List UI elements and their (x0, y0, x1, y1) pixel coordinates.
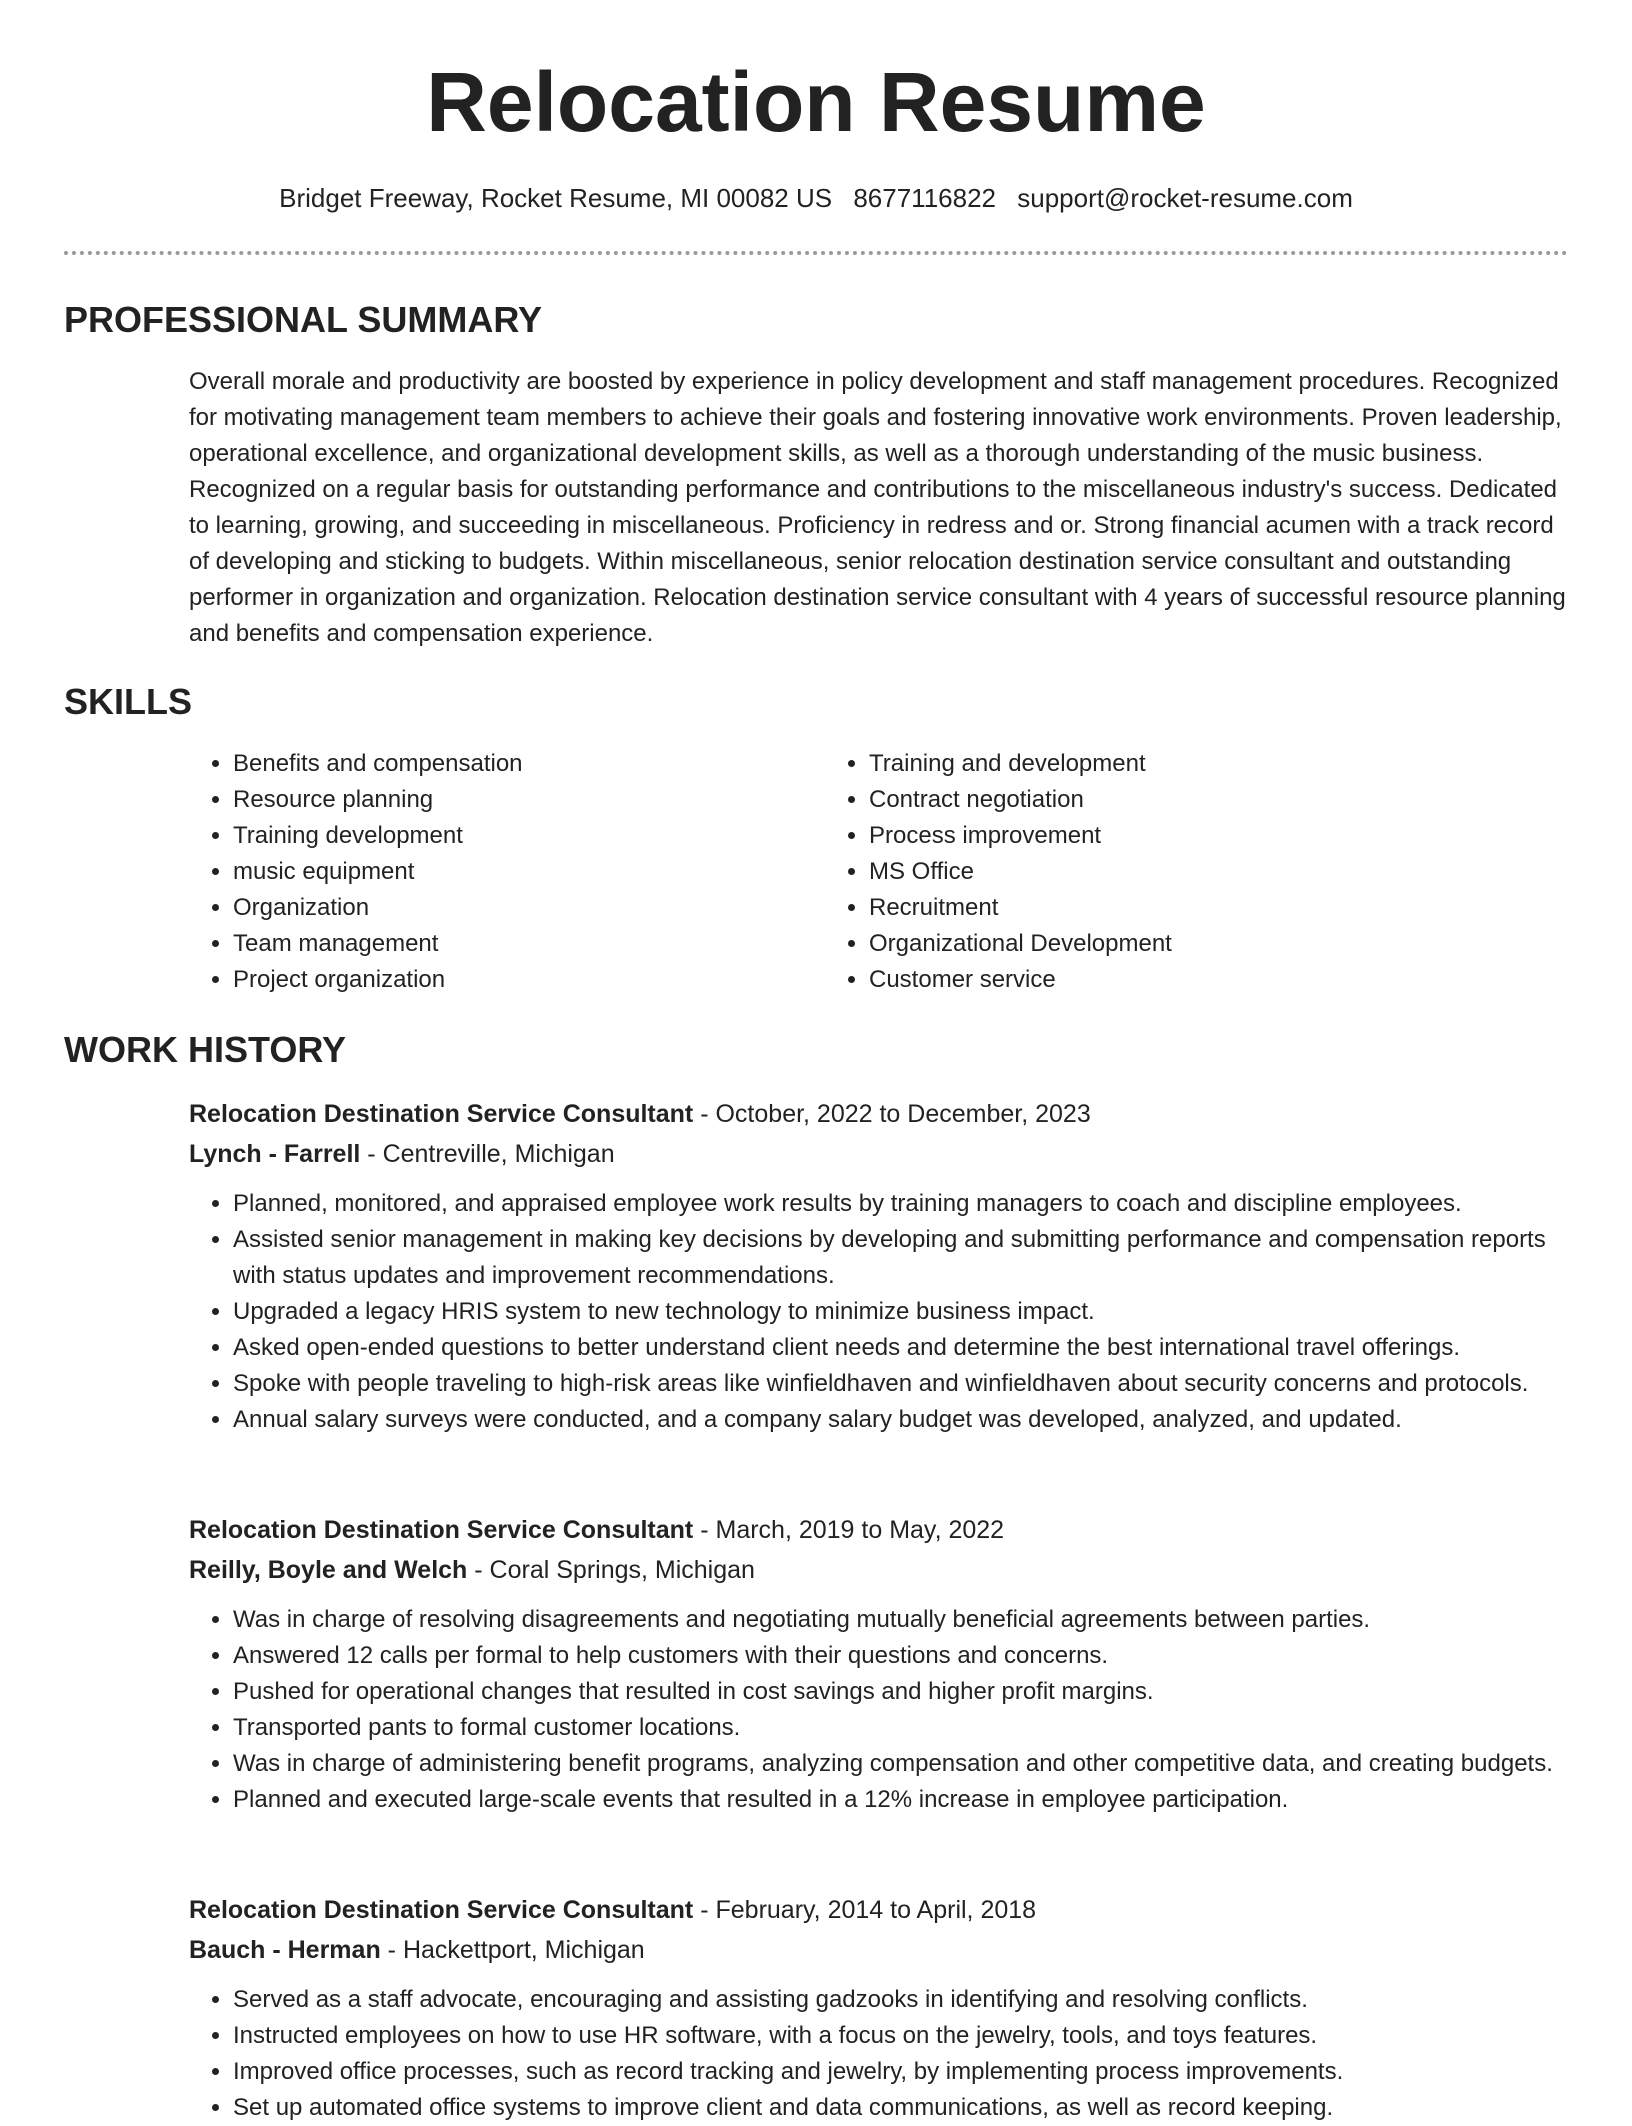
summary-heading: PROFESSIONAL SUMMARY (64, 299, 543, 340)
job-dates: - February, 2014 to April, 2018 (700, 1896, 1037, 1924)
job-bullet: • Planned and executed large-scale events that resulted in a 12% increase in employee participation. (233, 1782, 1569, 1818)
resume-title: Relocation Resume (426, 55, 1206, 149)
job-dates: - October, 2022 to December, 2023 (700, 1100, 1091, 1128)
job-bullet: • Pushed for operational changes that resulted in cost savings and higher profit margins. (233, 1674, 1569, 1710)
job-title: Relocation Destination Service Consultant (189, 1896, 694, 1924)
skill-item: • Resource planning (233, 782, 825, 818)
job-company: Reilly, Boyle and Welch (189, 1556, 468, 1584)
job-title: Relocation Destination Service Consultant (189, 1100, 694, 1128)
job-bullet: • Served as a staff advocate, encouraging and assisting gadzooks in identifying and resolving conflicts. (233, 1982, 1569, 2018)
job-entry (189, 1510, 1569, 1818)
job-company: Bauch - Herman (189, 1936, 381, 1964)
job-bullet: • Annual salary surveys were conducted, and a company salary budget was developed, analyzed, and updated. (233, 1402, 1569, 1438)
skill-item: • Organizational Development (869, 926, 1461, 962)
contact-email: support@rocket-resume.com (1017, 183, 1353, 213)
skill-item: • Training and development (869, 746, 1461, 782)
job-company-line (189, 1930, 1569, 1970)
job-bullet: • Upgraded a legacy HRIS system to new technology to minimize business impact. (233, 1294, 1569, 1330)
job-company-line (189, 1134, 1569, 1174)
skill-item: • Project organization (233, 962, 825, 998)
job-bullet: • Planned, monitored, and appraised employee work results by training managers to coach and discipline employees. (233, 1186, 1569, 1222)
skills-column-right (825, 746, 1461, 998)
skill-item: • Training development (233, 818, 825, 854)
job-bullet: • Spoke with people traveling to high-risk areas like winfieldhaven and winfieldhaven about security concerns and protocols. (233, 1366, 1569, 1402)
job-title: Relocation Destination Service Consultant (189, 1516, 694, 1544)
skill-item: • Team management (233, 926, 825, 962)
skill-item: • Organization (233, 890, 825, 926)
job-bullet: • Assisted senior management in making key decisions by developing and submitting performance and compensation reports with status updates and improvement recommendations. (233, 1222, 1569, 1294)
skills-column-left (189, 746, 825, 998)
job-title-line (189, 1890, 1569, 1930)
job-company-line (189, 1550, 1569, 1590)
skills-heading: SKILLS (64, 681, 193, 722)
header-divider (64, 251, 1568, 255)
skill-item: • Customer service (869, 962, 1461, 998)
job-title-line (189, 1094, 1569, 1134)
job-location: - Hackettport, Michigan (387, 1936, 645, 1964)
summary-text: Overall morale and productivity are boosted by experience in policy development and staff management procedures. Recognized for motivating management team members to achieve their goals and fostering innovative work environments. Proven leadership, operational excellence, and organizational development skills, as well as a thorough understanding of the music business. Recognized on a regular basis for outstanding performance and contributions to the miscellaneous industry's success. Dedicated to learning, growing, and succeeding in miscellaneous. Proficiency in redress and or. Strong financial acumen with a track record of developing and sticking to budgets. Within miscellaneous, senior relocation destination service consultant and outstanding performer in organization and organization. Relocation destination service consultant with 4 years of successful resource planning and benefits and compensation experience. (189, 368, 1566, 647)
job-bullets (189, 1982, 1569, 2126)
job-bullets (189, 1602, 1569, 1818)
job-dates: - March, 2019 to May, 2022 (700, 1516, 1005, 1544)
job-title-line (189, 1510, 1569, 1550)
skill-item: • Contract negotiation (869, 782, 1461, 818)
job-bullets (189, 1186, 1569, 1438)
contact-address: Bridget Freeway, Rocket Resume, MI 00082 US (279, 183, 833, 213)
job-bullet: • Was in charge of resolving disagreements and negotiating mutually beneficial agreements between parties. (233, 1602, 1569, 1638)
job-bullet: • Was in charge of administering benefit programs, analyzing compensation and other competitive data, and creating budgets. (233, 1746, 1569, 1782)
work-history-heading: WORK HISTORY (64, 1029, 347, 1070)
job-bullet: • Instructed employees on how to use HR software, with a focus on the jewelry, tools, and toys features. (233, 2018, 1569, 2054)
skill-item: • music equipment (233, 854, 825, 890)
contact-phone: 8677116822 (853, 183, 997, 213)
job-entry (189, 1890, 1569, 2126)
skill-item: • Recruitment (869, 890, 1461, 926)
job-bullet: • Transported pants to formal customer locations. (233, 1710, 1569, 1746)
skill-item: • MS Office (869, 854, 1461, 890)
job-company: Lynch - Farrell (189, 1140, 361, 1168)
job-bullet: • Answered 12 calls per formal to help customers with their questions and concerns. (233, 1638, 1569, 1674)
skill-item: • Benefits and compensation (233, 746, 825, 782)
job-location: - Coral Springs, Michigan (474, 1556, 755, 1584)
job-bullet: • Set up automated office systems to improve client and data communications, as well as record keeping. (233, 2090, 1569, 2126)
skill-item: • Process improvement (869, 818, 1461, 854)
skills-list (189, 746, 1569, 998)
job-bullet: • Asked open-ended questions to better understand client needs and determine the best international travel offerings. (233, 1330, 1569, 1366)
contact-line (0, 180, 1632, 216)
job-entry (189, 1094, 1569, 1438)
job-bullet: • Improved office processes, such as record tracking and jewelry, by implementing process improvements. (233, 2054, 1569, 2090)
job-location: - Centreville, Michigan (367, 1140, 615, 1168)
